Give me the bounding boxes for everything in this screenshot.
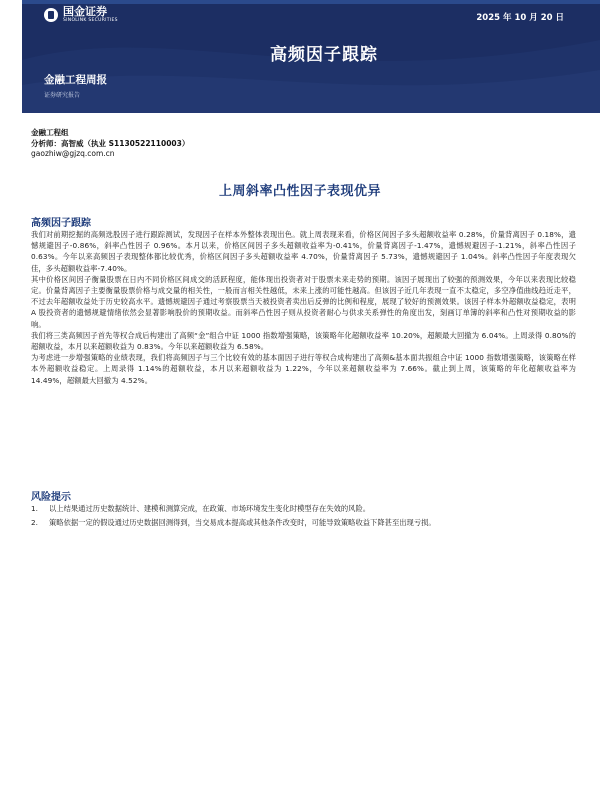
report-subtitle: 证券研究报告 xyxy=(44,92,81,99)
list-item xyxy=(31,517,576,528)
list-number: 1. xyxy=(31,504,38,513)
analyst-email: gaozhiw@gjzq.com.cn xyxy=(31,149,115,158)
report-type: 金融工程周报 xyxy=(44,74,107,86)
paragraph: 为考虑进一步增强策略的业绩表现，我们将高频因子与三个比较有效的基本面因子进行等权合成构建出了高频&基本面共振组合中证 1000 指数增强策略，该策略在样本外超额收益稳定。上周录得 1.14%的超额收益，本月以来超额收益为 1.22%，今年以来超额收益率为 7.66%。截止到上周，该策略的年化超额收益率为 14.49%，超额最大回撤为 4.52%。 xyxy=(31,353,576,385)
paragraph: 我们将三类高频因子首先等权合成后构建出了高频“金”组合中证 1000 指数增强策略，该策略年化超额收益率 10.20%，超额最大回撤为 6.04%。上周录得 0.80%的超额收益，本月以来超额收益为 0.83%。今年以来超额收益为 6.58%。 xyxy=(31,330,576,352)
risk-list xyxy=(31,503,576,531)
list-text: 以上结果通过历史数据统计、建模和测算完成，在政策、市场环境发生变化时模型存在失效的风险。 xyxy=(49,504,371,513)
list-number: 2. xyxy=(31,518,38,528)
author-meta xyxy=(31,128,189,160)
list-text: 策略依据一定的假设通过历史数据回测得到，当交易成本提高或其他条件改变时，可能导致策略收益下降甚至出现亏损。 xyxy=(49,518,436,528)
document-title: 上周斜率凸性因子表现优异 xyxy=(218,184,381,199)
brand-logo xyxy=(44,6,118,24)
logo-en-text: SINOLINK SECURITIES xyxy=(63,18,118,23)
team-name: 金融工程组 xyxy=(31,128,69,137)
paragraph: 其中价格区间因子衡量股票在日内不同价格区间成交的活跃程度，能体现出投资者对于股票未来走势的预期。该因子展现出了较强的预测效果，今年以来表现比较稳定。价量背离因子主要衡量股票价格与成交量的相关性，一般而言相关性越低，未来上涨的可能性越高。但该因子近几年表现一直不太稳定，多空净值曲线趋近走平，不过去年超额收益处于历史较高水平。遗憾规避因子通过考察股票当天被投资者卖出后反弹的比例和程度，展现了较好的预测效果。该因子样本外超额收益稳定，表明 A 股投资者的遗憾规避情绪依然会显著影响股价的预期收益。而斜率凸性因子则从投资者耐心与供求关系弹性的角度出发，刻画订单簿的斜率和凸性对预期收益的影响。 xyxy=(31,274,576,329)
section-heading-risk: 风险提示 xyxy=(31,492,71,503)
analyst-line: 分析师：高智威（执业 S1130522110003） xyxy=(31,138,190,148)
section-heading-factor-tracking: 高频因子跟踪 xyxy=(31,218,91,229)
report-date: 2025 年 10 月 20 日 xyxy=(476,13,564,23)
section-body-factor-tracking xyxy=(31,229,576,386)
logo-cn-text: 国金证券 xyxy=(63,5,107,18)
header-title: 高频因子跟踪 xyxy=(270,45,378,65)
list-item xyxy=(31,503,576,514)
paragraph: 我们对前期挖掘的高频选股因子进行跟踪测试，发现因子在样本外整体表现出色。就上周表现来看，价格区间因子多头超额收益率 0.28%，价量背离因子 0.18%，遗憾规避因子-0.86%，斜率凸性因子 0.96%。本月以来，价格区间因子多头超额收益率为-0.41%，价量背离因子-1.47%，遗憾规避因子-1.21%，斜率凸性因子 0.63%。今年以来高频因子表现整体都比较优秀，价格区间因子多头超额收益率 4.70%，价量背离因子 5.73%，遗憾规避因子 1.04%。斜率凸性因子年度表现欠佳，多头超额收益率-7.40%。 xyxy=(31,230,576,273)
logo-mark-icon xyxy=(44,8,58,22)
